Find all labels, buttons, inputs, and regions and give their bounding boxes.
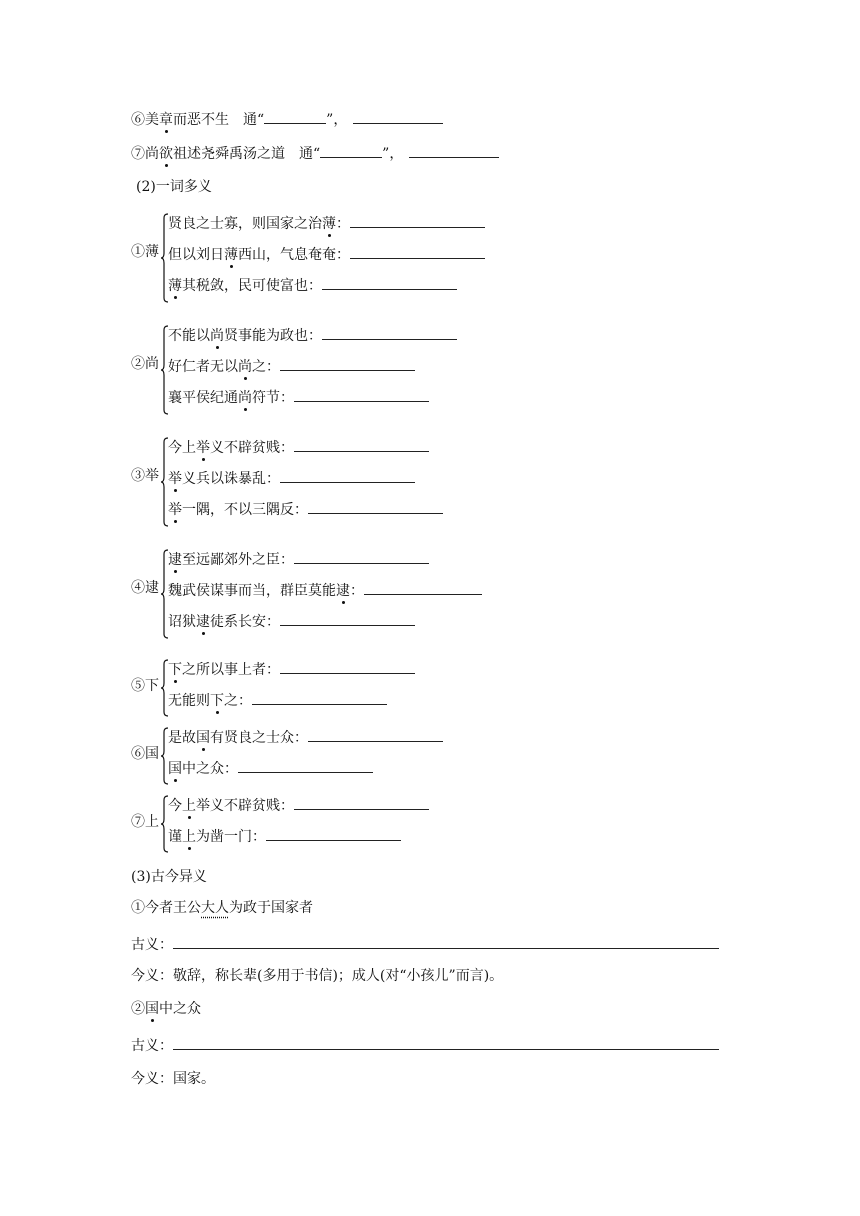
sentence-text: 中之众 xyxy=(159,1001,201,1017)
sentence-text: 贤事能为政也： xyxy=(224,328,322,344)
answer-blank[interactable] xyxy=(280,660,415,674)
answer-blank[interactable] xyxy=(322,326,457,340)
polysemy-item xyxy=(168,827,401,846)
polysemy-item xyxy=(168,500,443,519)
answer-blank[interactable] xyxy=(294,796,429,810)
sentence-text: 之所以事上者： xyxy=(182,662,280,678)
dotted-char: 章 xyxy=(159,112,173,128)
dotted-char: 尚 xyxy=(238,359,252,375)
dotted-char: 薄 xyxy=(322,216,336,232)
punct: ”， xyxy=(382,146,404,162)
answer-blank[interactable] xyxy=(409,144,499,158)
gu-label: 古义： xyxy=(131,1038,173,1054)
answer-blank[interactable] xyxy=(308,500,443,514)
dotted-char: 上 xyxy=(182,829,196,845)
sentence-text: 符节： xyxy=(252,390,294,406)
sentence-text: 徒系长安： xyxy=(210,614,280,630)
sentence-text: 之： xyxy=(224,693,252,709)
sentence-text: 至远鄙郊外之臣： xyxy=(182,552,294,568)
answer-blank[interactable] xyxy=(294,550,429,564)
sentence-text: 魏武侯谋事而当，群臣莫能 xyxy=(168,583,336,599)
polysemy-item xyxy=(168,691,387,710)
sentence-text: 举义不辟贫贱： xyxy=(196,798,294,814)
polysemy-item xyxy=(168,357,415,376)
gu-label: 古义： xyxy=(131,937,173,953)
group-label: ②尚 xyxy=(131,356,159,372)
gujin-jin-2: 今义：国家。 xyxy=(131,1071,215,1087)
answer-blank[interactable] xyxy=(353,110,443,124)
polysemy-item xyxy=(168,245,485,264)
answer-blank[interactable] xyxy=(320,144,382,158)
group-label: ⑤下 xyxy=(131,678,159,694)
dotted-char: 举 xyxy=(168,471,182,487)
sentence-text: ⑥美 xyxy=(131,112,159,128)
answer-blank[interactable] xyxy=(294,388,429,402)
dotted-char: 举 xyxy=(196,440,210,456)
gujin-sentence-1 xyxy=(131,899,313,917)
dotted-char: 欲 xyxy=(159,146,173,162)
dotted-char: 尚 xyxy=(210,328,224,344)
polysemy-item xyxy=(168,728,443,747)
dotted-char: 上 xyxy=(182,798,196,814)
dotted-char: 国 xyxy=(145,1001,159,1017)
sentence-text: 祖述尧舜禹汤之道 通“ xyxy=(173,146,321,162)
sentence-text: 不能以 xyxy=(168,328,210,344)
group-label: ④逮 xyxy=(131,580,159,596)
group-label: ⑦上 xyxy=(131,814,159,830)
answer-blank[interactable] xyxy=(238,759,373,773)
polysemy-item xyxy=(168,759,373,778)
answer-blank[interactable] xyxy=(322,276,457,290)
gujin-gu-2 xyxy=(131,1036,719,1055)
answer-blank[interactable] xyxy=(266,827,401,841)
sentence-text: 是故 xyxy=(168,730,196,746)
sentence-text: 为政于国家者 xyxy=(229,900,313,916)
answer-blank[interactable] xyxy=(350,245,485,259)
polysemy-item xyxy=(168,214,485,233)
sentence-text: 但以刘日 xyxy=(168,247,224,263)
answer-blank[interactable] xyxy=(280,469,415,483)
dotted-char: 下 xyxy=(210,693,224,709)
sentence-text: ② xyxy=(131,1001,145,1017)
dotted-char: 尚 xyxy=(238,390,252,406)
polysemy-item xyxy=(168,660,415,679)
answer-blank[interactable] xyxy=(294,438,429,452)
gujin-gu-1 xyxy=(131,935,719,954)
polysemy-item xyxy=(168,612,415,631)
answer-blank[interactable] xyxy=(173,935,719,949)
polysemy-item xyxy=(168,388,429,407)
sentence-text: 其税敛，民可使富也： xyxy=(182,278,322,294)
dotted-char: 薄 xyxy=(168,278,182,294)
sentence-text: ⑦尚 xyxy=(131,146,159,162)
answer-blank[interactable] xyxy=(308,728,443,742)
answer-blank[interactable] xyxy=(280,612,415,626)
sentence-text: 今上 xyxy=(168,440,196,456)
dotted-char: 举 xyxy=(168,502,182,518)
dotted-char: 逮 xyxy=(168,552,182,568)
dotted-char: 逮 xyxy=(196,614,210,630)
sentence-text: 无能则 xyxy=(168,693,210,709)
polysemy-item xyxy=(168,550,429,569)
tongjia-line-6 xyxy=(131,110,443,129)
polysemy-item xyxy=(168,581,482,600)
sentence-text: 好仁者无以 xyxy=(168,359,238,375)
dotted-char: 薄 xyxy=(224,247,238,263)
sentence-text: ： xyxy=(336,216,350,232)
polysemy-item xyxy=(168,326,457,345)
sentence-text: 今 xyxy=(168,798,182,814)
sentence-text: 贤良之士寡，则国家之治 xyxy=(168,216,322,232)
sentence-text: 为凿一门： xyxy=(196,829,266,845)
dotted-char: 逮 xyxy=(336,583,350,599)
gujin-sentence-2 xyxy=(131,1000,201,1018)
group-label: ①薄 xyxy=(131,244,159,260)
sentence-text: 而恶不生 通“ xyxy=(173,112,265,128)
sentence-text: 一隅，不以三隅反： xyxy=(182,502,308,518)
answer-blank[interactable] xyxy=(350,214,485,228)
sentence-text: 襄平侯纪通 xyxy=(168,390,238,406)
punct: ”， xyxy=(326,112,348,128)
section-2-title: (2)一词多义 xyxy=(136,179,212,195)
sentence-text: 中之众： xyxy=(182,761,238,777)
section-3-title: (3)古今异义 xyxy=(131,869,207,885)
group-label: ③举 xyxy=(131,468,159,484)
sentence-text: 谨 xyxy=(168,829,182,845)
sentence-text: 之： xyxy=(252,359,280,375)
dotted-char: 国 xyxy=(196,730,210,746)
sentence-text: 有贤良之士众： xyxy=(210,730,308,746)
answer-blank[interactable] xyxy=(173,1036,719,1050)
dotted-char: 国 xyxy=(168,761,182,777)
gujin-jin-1: 今义：敬辞，称长辈(多用于书信)；成人(对“小孩儿”而言)。 xyxy=(131,968,504,984)
answer-blank[interactable] xyxy=(252,691,387,705)
group-label: ⑥国 xyxy=(131,746,159,762)
polysemy-item xyxy=(168,276,457,295)
sentence-text: 义兵以诛暴乱： xyxy=(182,471,280,487)
dotted-word: 大人 xyxy=(201,900,229,916)
sentence-text: 义不辟贫贱： xyxy=(210,440,294,456)
polysemy-item xyxy=(168,469,415,488)
sentence-text: ①今者王公 xyxy=(131,900,201,916)
sentence-text: 西山，气息奄奄： xyxy=(238,247,350,263)
dotted-char: 下 xyxy=(168,662,182,678)
answer-blank[interactable] xyxy=(264,110,326,124)
answer-blank[interactable] xyxy=(280,357,415,371)
sentence-text: ： xyxy=(350,583,364,599)
sentence-text: 诏狱 xyxy=(168,614,196,630)
answer-blank[interactable] xyxy=(364,581,482,595)
polysemy-item xyxy=(168,438,429,457)
polysemy-item xyxy=(168,796,429,815)
tongjia-line-7 xyxy=(131,144,499,163)
